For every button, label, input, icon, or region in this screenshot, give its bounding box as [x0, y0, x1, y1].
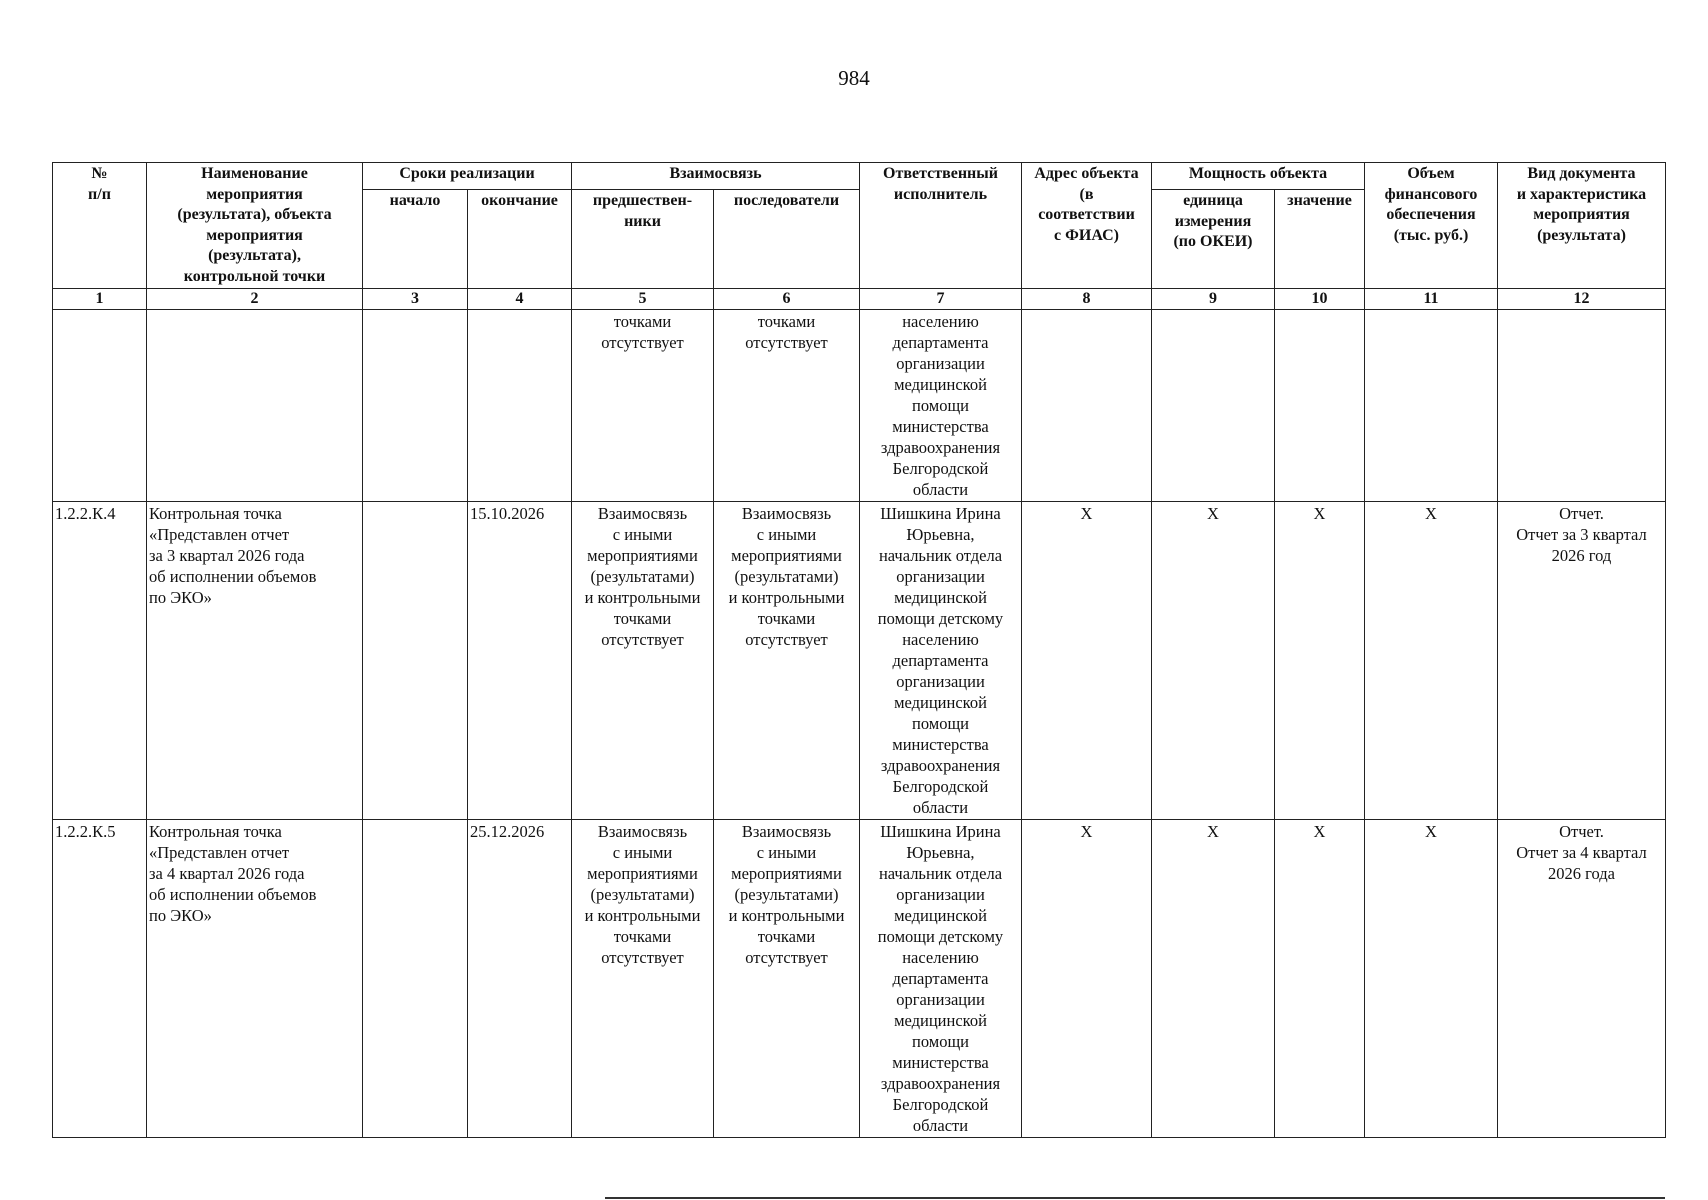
cell-name: Контрольная точка «Представлен отчет за 4 квартал 2026 года об исполнении объемов по ЭКО»: [147, 820, 363, 1138]
header-predecessors: предшествен- ники: [572, 190, 714, 289]
cell-successors: Взаимосвязь с иными мероприятиями (результатами) и контрольными точками отсутствует: [714, 820, 860, 1138]
table-header: [53, 163, 1666, 310]
cell-document: Отчет. Отчет за 3 квартал 2026 год: [1498, 502, 1666, 820]
header-unit: единица измерения (по ОКЕИ): [1152, 190, 1275, 289]
cell-finance: [1365, 310, 1498, 502]
column-number: 7: [860, 289, 1022, 310]
cell-value: [1275, 310, 1365, 502]
header-address: Адрес объекта (в соответствии с ФИАС): [1022, 163, 1152, 289]
cell-start: [363, 310, 468, 502]
header-responsible: Ответственный исполнитель: [860, 163, 1022, 289]
table-row: [53, 310, 1666, 502]
cell-successors: точками отсутствует: [714, 310, 860, 502]
cell-start: [363, 502, 468, 820]
cell-name: Контрольная точка «Представлен отчет за 3 квартал 2026 года об исполнении объемов по ЭКО»: [147, 502, 363, 820]
column-number: 2: [147, 289, 363, 310]
cell-predecessors: Взаимосвязь с иными мероприятиями (результатами) и контрольными точками отсутствует: [572, 502, 714, 820]
column-number: 1: [53, 289, 147, 310]
column-number: 6: [714, 289, 860, 310]
column-number: 4: [468, 289, 572, 310]
cell-responsible: населению департамента организации медицинской помощи министерства здравоохранения Белгородской области: [860, 310, 1022, 502]
table-body: [53, 310, 1666, 1138]
column-number: 8: [1022, 289, 1152, 310]
cell-responsible: Шишкина Ирина Юрьевна, начальник отдела организации медицинской помощи детскому населению департамента организации медицинской помощи министерства здравоохранения Белгородской области: [860, 820, 1022, 1138]
header-name: Наименование мероприятия (результата), объекта мероприятия (результата), контрольной точки: [147, 163, 363, 289]
plan-table: [52, 162, 1666, 1138]
column-number-row: [53, 289, 1666, 310]
column-number: 10: [1275, 289, 1365, 310]
cell-address: X: [1022, 502, 1152, 820]
cell-unit: [1152, 310, 1275, 502]
cell-end: [468, 310, 572, 502]
cell-predecessors: точками отсутствует: [572, 310, 714, 502]
cell-finance: X: [1365, 820, 1498, 1138]
cell-name: [147, 310, 363, 502]
cell-start: [363, 820, 468, 1138]
column-number: 5: [572, 289, 714, 310]
cell-address: [1022, 310, 1152, 502]
cell-finance: X: [1365, 502, 1498, 820]
column-number: 9: [1152, 289, 1275, 310]
header-row-top: [53, 163, 1666, 190]
header-capacity-group: Мощность объекта: [1152, 163, 1365, 190]
cell-num: 1.2.2.К.5: [53, 820, 147, 1138]
column-number: 11: [1365, 289, 1498, 310]
header-num: № п/п: [53, 163, 147, 289]
cell-num: 1.2.2.К.4: [53, 502, 147, 820]
page-number: 984: [838, 66, 870, 90]
cell-unit: X: [1152, 820, 1275, 1138]
cell-document: [1498, 310, 1666, 502]
cell-end: 25.12.2026: [468, 820, 572, 1138]
header-document: Вид документа и характеристика мероприятия (результата): [1498, 163, 1666, 289]
cell-value: X: [1275, 820, 1365, 1138]
cell-successors: Взаимосвязь с иными мероприятиями (результатами) и контрольными точками отсутствует: [714, 502, 860, 820]
cell-predecessors: Взаимосвязь с иными мероприятиями (результатами) и контрольными точками отсутствует: [572, 820, 714, 1138]
header-finance: Объем финансового обеспечения (тыс. руб.): [1365, 163, 1498, 289]
cell-value: X: [1275, 502, 1365, 820]
cell-document: Отчет. Отчет за 4 квартал 2026 года: [1498, 820, 1666, 1138]
cell-num: [53, 310, 147, 502]
column-number: 12: [1498, 289, 1666, 310]
table-row: [53, 820, 1666, 1138]
column-number: 3: [363, 289, 468, 310]
cell-address: X: [1022, 820, 1152, 1138]
header-dates-group: Сроки реализации: [363, 163, 572, 190]
header-value: значение: [1275, 190, 1365, 289]
cell-unit: X: [1152, 502, 1275, 820]
header-successors: последователи: [714, 190, 860, 289]
bottom-rule: [605, 1197, 1665, 1199]
table-row: [53, 502, 1666, 820]
header-end: окончание: [468, 190, 572, 289]
cell-end: 15.10.2026: [468, 502, 572, 820]
header-link-group: Взаимосвязь: [572, 163, 860, 190]
header-start: начало: [363, 190, 468, 289]
cell-responsible: Шишкина Ирина Юрьевна, начальник отдела организации медицинской помощи детскому населению департамента организации медицинской помощи министерства здравоохранения Белгородской области: [860, 502, 1022, 820]
